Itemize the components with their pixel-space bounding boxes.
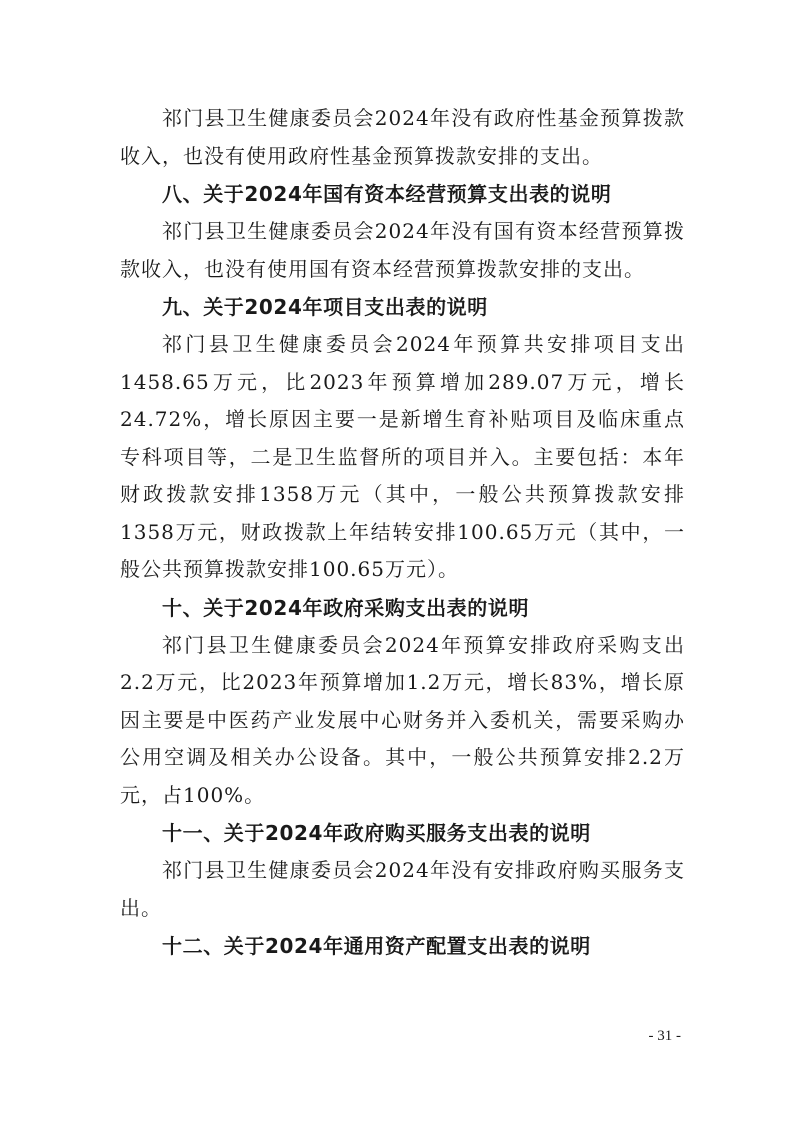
- heading-section-8: 八、关于2024年国有资本经营预算支出表的说明: [162, 182, 612, 206]
- heading-section-9: 九、关于2024年项目支出表的说明: [162, 295, 488, 319]
- paragraph-procurement: 祁门县卫生健康委员会2024年预算安排政府采购支出2.2万元，比2023年预算增加1.2万元，增长83%，增长原因主要是中医药产业发展中心财务并入委机关，需要采购办公用空调及相关办公设备。其中，一般公共预算安排2.2万元，占100%。: [120, 632, 685, 807]
- paragraph-project-expenditure: 祁门县卫生健康委员会2024年预算共安排项目支出1458.65万元，比2023年预算增加289.07万元，增长24.72%，增长原因主要一是新增生育补贴项目及临床重点专科项目等，二是卫生监督所的项目并入。主要包括：本年财政拨款安排1358万元（其中，一般公共预算拨款安排1358万元，财政拨款上年结转安排100.65万元（其中，一般公共预算拨款安排100.65万元）。: [120, 332, 685, 581]
- paragraph-state-capital: 祁门县卫生健康委员会2024年没有国有资本经营预算拨款收入，也没有使用国有资本经营预算拨款安排的支出。: [120, 219, 685, 281]
- heading-section-12: 十二、关于2024年通用资产配置支出表的说明: [162, 934, 591, 958]
- paragraph-purchased-services: 祁门县卫生健康委员会2024年没有安排政府购买服务支出。: [120, 858, 685, 920]
- heading-section-10: 十、关于2024年政府采购支出表的说明: [162, 595, 530, 620]
- page-number: - 31 -: [648, 1028, 681, 1044]
- paragraph-govfund: 祁门县卫生健康委员会2024年没有政府性基金预算拨款收入，也没有使用政府性基金预算拨款安排的支出。: [120, 106, 685, 168]
- document-body: [120, 100, 685, 965]
- heading-section-11: 十一、关于2024年政府购买服务支出表的说明: [162, 821, 591, 845]
